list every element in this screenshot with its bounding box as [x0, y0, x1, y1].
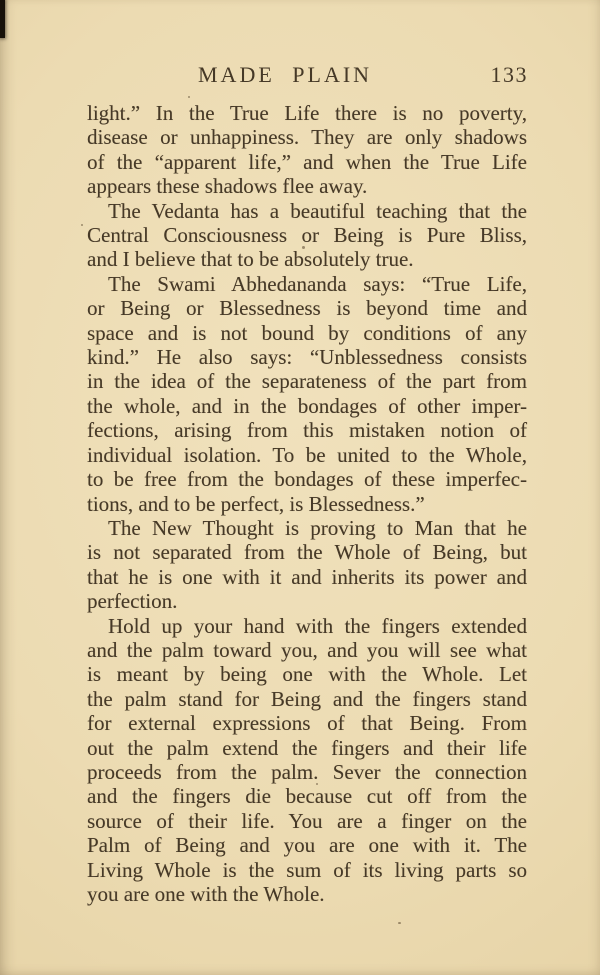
text-line: in the idea of the separateness of the part from	[87, 369, 527, 394]
text-line: The Swami Abhedananda says: “True Life,	[108, 271, 527, 296]
text-line: disease or unhappiness. They are only shadows	[87, 125, 527, 150]
text-line: Central Consciousness or Being is Pure Bliss,	[87, 223, 527, 248]
text-line: light.” In the True Life there is no poverty,	[87, 101, 527, 125]
scan-gutter-artifact	[0, 0, 5, 38]
text-line: out the palm extend the fingers and their life	[87, 735, 527, 760]
text-line: Hold up your hand with the fingers extended	[108, 613, 527, 638]
text-line: appears these shadows flee away.	[87, 174, 368, 199]
text-line: and I believe that to be absolutely true.	[87, 247, 414, 272]
running-title: MADE PLAIN	[198, 62, 373, 87]
text-line: individual isolation. To be united to the Whole,	[87, 442, 527, 467]
text-line: space and is not bound by conditions of any	[87, 320, 527, 345]
page-number: 133	[490, 62, 528, 87]
text-line: proceeds from the palm. Sever the connection	[87, 759, 527, 784]
text-line: kind.” He also says: “Unblessedness consists	[87, 345, 527, 370]
text-line: you are one with the Whole.	[87, 882, 325, 906]
text-line: the whole, and in the bondages of other imper-	[87, 393, 527, 418]
text-line: the palm stand for Being and the fingers stand	[87, 686, 527, 711]
text-line: of the “apparent life,” and when the True Life	[87, 149, 527, 174]
text-line: and the fingers die because cut off from the	[87, 784, 527, 809]
text-line: The Vedanta has a beautiful teaching that the	[108, 198, 527, 223]
text-line: to be free from the bondages of these imperfec-	[87, 467, 527, 492]
body-text	[87, 101, 527, 906]
text-line: is not separated from the Whole of Being, but	[87, 540, 527, 565]
text-line: The New Thought is proving to Man that he	[108, 515, 527, 540]
text-line: Palm of Being and you are one with it. The	[87, 833, 527, 858]
text-line: source of their life. You are a finger on the	[87, 808, 527, 833]
text-line: fections, arising from this mistaken notion of	[87, 418, 527, 443]
text-line: and the palm toward you, and you will see what	[87, 637, 527, 662]
print-speck	[188, 96, 190, 98]
text-line: that he is one with it and inherits its power and	[87, 564, 527, 589]
page-header	[86, 61, 528, 89]
text-line: for external expressions of that Being. From	[87, 711, 527, 736]
text-line: perfection.	[87, 589, 178, 614]
text-line: or Being or Blessedness is beyond time and	[87, 296, 527, 321]
print-speck	[398, 922, 401, 924]
print-speck	[81, 224, 83, 226]
text-line: Living Whole is the sum of its living parts so	[87, 857, 527, 882]
text-line: is meant by being one with the Whole. Let	[87, 662, 527, 687]
text-line: tions, and to be perfect, is Blessedness.”	[87, 491, 425, 516]
